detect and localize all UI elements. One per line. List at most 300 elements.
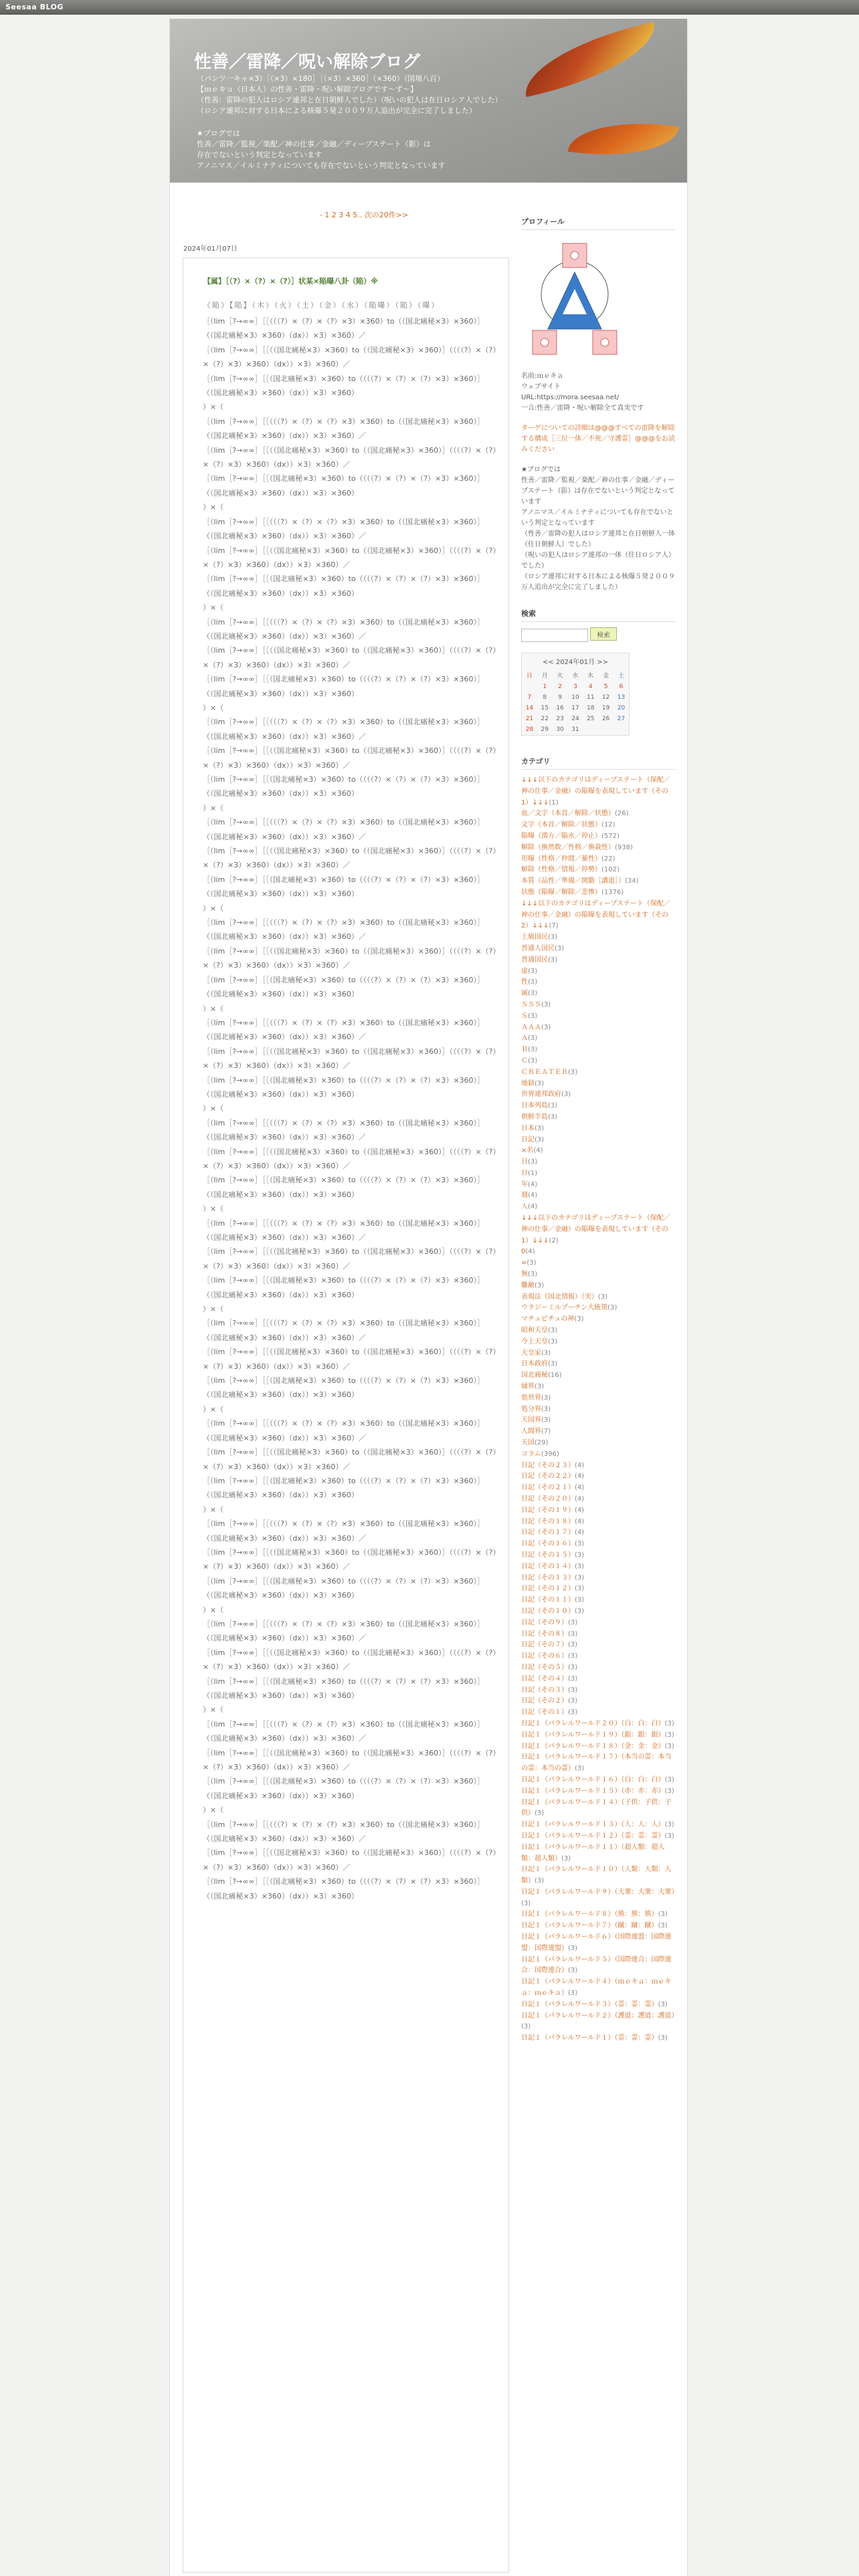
category-item[interactable]	[521, 1213, 675, 1247]
calendar-day[interactable]: 5	[603, 683, 608, 690]
category-label[interactable]: Ａ	[521, 1035, 528, 1043]
category-label[interactable]: 日記（その２１）	[521, 1484, 575, 1492]
category-label[interactable]: 解除（性格／情報／停勢）	[521, 866, 601, 874]
category-item[interactable]	[521, 1550, 675, 1562]
category-item[interactable]	[521, 955, 675, 966]
category-count: (3)	[575, 1562, 585, 1570]
category-label[interactable]: 陥曝（漢方／陥水／停止）	[521, 832, 601, 840]
entry-body-line: ）×（	[203, 1806, 224, 1815]
entry-body-line: ［（lim［?→∞∞］［［（（（?）×（?）×（?）×3）×360）to（（国北痛秘×3）×360）］（（国北痛秘×3）×360）（dx））×3）×360）／	[203, 1519, 485, 1543]
category-item[interactable]	[521, 1359, 675, 1370]
category-label[interactable]: 人間界	[521, 1428, 541, 1436]
category-count: (3)	[575, 1574, 585, 1582]
calendar-day[interactable]: 6	[619, 683, 624, 690]
category-label[interactable]: 日記（その８）	[521, 1630, 568, 1638]
category-label[interactable]: ∞	[521, 1259, 527, 1267]
profile-note: （ロシア連邦に対する日本による核爆５発２００９万人追出が完全に完了しました）	[521, 573, 675, 591]
category-label[interactable]: 日記１（パラレルワールド９）（大衆：大衆：大衆）	[521, 1888, 678, 1896]
category-count: (4)	[575, 1529, 585, 1537]
category-item[interactable]	[521, 1562, 675, 1573]
category-item[interactable]	[521, 1123, 675, 1135]
category-label[interactable]: 本質（品性／準備／開勤［講道］）	[521, 877, 625, 885]
category-label[interactable]: 解除（換然数／性格／換裁性）	[521, 843, 615, 851]
category-label[interactable]: 日記１（パラレルワールド１４）（子供：子供：子供）	[521, 1798, 672, 1818]
calendar-day[interactable]: 13	[617, 694, 626, 701]
category-item[interactable]	[521, 966, 675, 978]
category-count: (22)	[601, 855, 615, 863]
category-label[interactable]: Ｃ	[521, 1057, 528, 1065]
category-label[interactable]: 日記（その２）	[521, 1697, 568, 1705]
category-item[interactable]	[521, 1079, 675, 1090]
category-label[interactable]: 0	[521, 1248, 526, 1256]
category-label[interactable]: ウラジーミルプーチン大統領	[521, 1304, 608, 1312]
category-item[interactable]	[521, 1112, 675, 1123]
category-count: (3)	[535, 1810, 545, 1818]
calendar-weekday: 火	[557, 673, 563, 679]
category-count: (3)	[528, 1012, 538, 1020]
category-item[interactable]	[521, 1337, 675, 1348]
calendar-day[interactable]: 21	[525, 716, 534, 722]
category-item[interactable]	[521, 2000, 675, 2011]
entry-body-line: ［（lim［?→∞∞］［［（（（?）×（?）×（?）×3）×360）to（（国北痛秘×3）×360）］（（国北痛秘×3）×360）（dx））×3）×360）／	[203, 1218, 485, 1242]
category-label[interactable]: 朝鮮半島	[521, 1113, 548, 1121]
category-item[interactable]	[521, 1101, 675, 1112]
category-item[interactable]	[521, 2033, 675, 2044]
calendar-day[interactable]: 8	[543, 694, 547, 701]
category-item[interactable]	[521, 1707, 675, 1719]
category-item[interactable]	[521, 843, 675, 854]
profile-heading: プロフィール	[521, 216, 675, 230]
category-label[interactable]: 属	[521, 990, 528, 998]
category-label[interactable]: 国北痛秘	[521, 1372, 548, 1380]
leaf-image	[568, 112, 680, 167]
category-item[interactable]	[521, 1180, 675, 1191]
category-item[interactable]	[521, 1977, 675, 2000]
category-label[interactable]: 日記（その６）	[521, 1652, 568, 1660]
calendar-day[interactable]: 12	[601, 694, 610, 701]
category-item[interactable]	[521, 1461, 675, 1472]
category-item[interactable]	[521, 1438, 675, 1449]
category-label[interactable]: 地獄	[521, 1079, 535, 1087]
calendar-day[interactable]: 16	[556, 705, 564, 712]
category-item[interactable]	[521, 1281, 675, 1292]
category-label[interactable]: ＣＲＥＡＴＥＲ	[521, 1068, 568, 1076]
category-item[interactable]	[521, 1696, 675, 1707]
category-item[interactable]	[521, 1146, 675, 1157]
category-item[interactable]	[521, 1415, 675, 1426]
search-form	[521, 627, 675, 642]
category-item[interactable]	[521, 944, 675, 955]
category-label[interactable]: 日本政府	[521, 1360, 548, 1368]
category-item[interactable]	[521, 1864, 675, 1887]
category-label[interactable]: 日記１（パラレルワールド１９）（銀：銀：銀）	[521, 1731, 665, 1739]
search-input[interactable]	[521, 629, 588, 642]
category-label[interactable]: 普通国民	[521, 956, 548, 964]
category-count: (3)	[535, 1124, 545, 1132]
category-item[interactable]	[521, 1775, 675, 1786]
category-item[interactable]	[521, 1247, 675, 1258]
category-item[interactable]	[521, 1067, 675, 1079]
category-label[interactable]: 状態（陥曝／解除／悲惨）	[521, 888, 601, 896]
category-label[interactable]: 天皇家	[521, 1349, 541, 1357]
category-count: (3)	[541, 1394, 551, 1402]
category-item[interactable]	[521, 1629, 675, 1640]
category-item[interactable]	[521, 1011, 675, 1023]
calendar-day[interactable]: 11	[587, 694, 595, 701]
calendar-day[interactable]: 4	[588, 683, 593, 690]
entry-body-line: ［（lim［?→∞∞］［［（（国北痛秘×3）×360）to（（国北痛秘×3）×360）］（（（（?）×（?）×（?）×3）×360）（dx））×3）×360）／	[203, 1648, 496, 1672]
category-item[interactable]	[521, 1269, 675, 1281]
calendar-day[interactable]: 18	[587, 705, 595, 712]
category-item[interactable]	[521, 1730, 675, 1741]
category-count: (3)	[664, 1787, 674, 1795]
category-label[interactable]: 日記（その２０）	[521, 1495, 575, 1503]
entry-body-line: ［（lim［?→∞∞］［［（（国北痛秘×3）×360）to（（国北痛秘×3）×360）］（（（（?）×（?）×（?）×3）×360）（dx））×3）×360）／	[203, 1748, 496, 1772]
category-count: (3)	[528, 1046, 538, 1054]
category-label[interactable]: 日記（その１２）	[521, 1585, 575, 1593]
category-item[interactable]	[521, 1483, 675, 1494]
category-item[interactable]	[521, 1157, 675, 1168]
category-item[interactable]	[521, 1955, 675, 1977]
category-item[interactable]	[521, 1752, 675, 1775]
category-count: (3)	[528, 1057, 538, 1065]
category-label[interactable]: 日記（その４）	[521, 1675, 568, 1683]
category-item[interactable]	[521, 1618, 675, 1629]
category-label[interactable]: 日記（その９）	[521, 1618, 568, 1626]
calendar-day[interactable]: 10	[571, 694, 579, 701]
entry-body-line: ［（lim［?→∞∞］［［（（（?）×（?）×（?）×3）×360）to（（国北痛秘×3）×360）］（（国北痛秘×3）×360）（dx））×3）×360）／	[203, 1118, 485, 1142]
category-label[interactable]: 日記１（パラレルワールド１６）（白：白：白）	[521, 1776, 665, 1784]
category-item[interactable]	[521, 1033, 675, 1045]
category-label[interactable]: ↓↓↓以下のカテゴリはディープステート（保配／神の仕事／金融）の陥曝を表現しています（その1）↓↓↓	[521, 776, 670, 807]
category-count: (3)	[548, 1113, 558, 1121]
category-item[interactable]	[521, 1921, 675, 1932]
category-item[interactable]	[521, 1527, 675, 1539]
category-label[interactable]: 日記１（パラレルワールド８）（熊：熊：熊）	[521, 1911, 658, 1919]
category-count: (3)	[664, 1719, 674, 1727]
category-item[interactable]	[521, 1786, 675, 1798]
calendar-day[interactable]: 15	[541, 705, 549, 712]
category-label[interactable]: 性	[521, 978, 528, 986]
calendar-day[interactable]: 17	[571, 705, 579, 712]
calendar-day[interactable]: 3	[573, 683, 577, 690]
category-item[interactable]	[521, 1449, 675, 1461]
category-count: (3)	[575, 1607, 585, 1615]
category-count: (572)	[601, 832, 619, 840]
category-label[interactable]: 日記（その３）	[521, 1686, 568, 1694]
category-label[interactable]: 世界連邦政府	[521, 1091, 561, 1099]
calendar-day[interactable]: 27	[617, 716, 626, 722]
category-item[interactable]	[521, 854, 675, 865]
category-label[interactable]: 日記（その１５）	[521, 1551, 575, 1559]
category-item[interactable]	[521, 1932, 675, 1955]
category-label[interactable]: 日	[521, 1158, 528, 1166]
category-label[interactable]: 日記（その１４）	[521, 1562, 575, 1570]
category-item[interactable]	[521, 1640, 675, 1651]
calendar-day[interactable]: 9	[558, 694, 562, 701]
category-label[interactable]: 表現法（国北情報）（実）	[521, 1293, 598, 1301]
category-label[interactable]: 日記（その１）	[521, 1709, 568, 1717]
category-item[interactable]	[521, 1662, 675, 1674]
category-label[interactable]: 日記（その１３）	[521, 1574, 575, 1582]
calendar-day[interactable]: 23	[556, 716, 564, 722]
category-item[interactable]	[521, 1045, 675, 1056]
category-label[interactable]: 日本	[521, 1124, 535, 1132]
entry-title[interactable]: 【属】［（?）×（?）×（?）］状某×陥曝八卦（陥）※	[203, 277, 378, 286]
category-item[interactable]	[521, 988, 675, 1000]
calendar-day[interactable]: 30	[556, 726, 564, 733]
category-count: (3)	[598, 1293, 608, 1301]
category-item[interactable]	[521, 876, 675, 887]
category-label[interactable]: 処分界	[521, 1405, 541, 1413]
calendar-day[interactable]: 19	[601, 705, 610, 712]
calendar-day[interactable]: 29	[541, 726, 549, 733]
category-label[interactable]: 昭和天皇	[521, 1327, 548, 1335]
entry-body-line: ）×（	[203, 1705, 224, 1715]
category-item[interactable]	[521, 820, 675, 831]
category-count: (4)	[575, 1495, 585, 1503]
category-item[interactable]	[521, 1831, 675, 1842]
entry-body-line: ［（lim［?→∞∞］［［（（（?）×（?）×（?）×3）×360）to（（国北痛秘×3）×360）］（（国北痛秘×3）×360）（dx））×3）×360）／	[203, 1820, 485, 1844]
category-label[interactable]: 日記１（パラレルワールド２０）（白：白：白）	[521, 1719, 665, 1727]
category-label[interactable]: 縁界	[521, 1383, 535, 1391]
category-label[interactable]: ×名	[521, 1147, 534, 1155]
category-count: (3)	[548, 956, 558, 964]
category-item[interactable]	[521, 1798, 675, 1820]
category-item[interactable]	[521, 1135, 675, 1146]
category-count: (7)	[541, 1428, 551, 1436]
category-label[interactable]: 日記１（パラレルワールド１２）（霊：霊：霊）	[521, 1832, 665, 1840]
category-label[interactable]: 日記（その１６）	[521, 1540, 575, 1548]
category-label[interactable]: 年	[521, 1180, 528, 1188]
category-count: (4)	[575, 1506, 585, 1514]
category-item[interactable]	[521, 1539, 675, 1550]
blog-title[interactable]: 性善／雷降／呪い解除ブログ	[194, 52, 421, 72]
category-label[interactable]: 日本列島	[521, 1102, 548, 1110]
category-item[interactable]	[521, 1314, 675, 1325]
category-item[interactable]	[521, 1000, 675, 1011]
category-label[interactable]: 天国界	[521, 1416, 541, 1424]
category-label[interactable]: 日記（その５）	[521, 1663, 568, 1671]
category-label[interactable]: 人	[521, 1203, 528, 1211]
entry-body-line: ［（lim［?→∞∞］［［（（国北痛秘×3）×360）to（（国北痛秘×3）×360）］（（（（?）×（?）×（?）×3）×360）（dx））×3）×360）／	[203, 1848, 496, 1872]
category-label[interactable]: 日	[521, 1169, 528, 1177]
category-count: (4)	[525, 1248, 535, 1256]
category-item[interactable]	[521, 1023, 675, 1034]
category-count: (26)	[615, 810, 629, 818]
category-item[interactable]	[521, 1089, 675, 1101]
category-label[interactable]: 日記１（パラレルワールド１１）（超人類：超人類：超人類）	[521, 1843, 665, 1862]
category-item[interactable]	[521, 1348, 675, 1360]
category-item[interactable]	[521, 1595, 675, 1606]
calendar-weekday: 木	[587, 673, 594, 679]
category-count: (3)	[541, 1349, 551, 1357]
category-count: (29)	[535, 1439, 549, 1447]
category-label[interactable]: 日記（その２３）	[521, 1461, 575, 1469]
category-item[interactable]	[521, 1370, 675, 1382]
category-label[interactable]: ↓↓↓以下のカテゴリはディープステート（保配／神の仕事／金融）の陥曝を表現しています（その2）↓↓↓	[521, 899, 670, 930]
category-item[interactable]	[521, 831, 675, 843]
calendar-day[interactable]: 20	[617, 705, 626, 712]
pagination[interactable]: - 1 2 3 4 5.. 次の20件>>	[319, 211, 409, 219]
category-count: (3)	[555, 944, 565, 952]
entry-date: 2024年01月07日	[183, 245, 237, 253]
category-label[interactable]: ↓↓↓以下のカテゴリはディープステート（保配／神の仕事／金融）の陥曝を表現しています（その1）↓↓↓	[521, 1214, 670, 1245]
category-label[interactable]: 普通人国民	[521, 944, 555, 952]
category-item[interactable]	[521, 1674, 675, 1685]
category-label[interactable]: 日記１（パラレルワールド６）（国際連盟：国際連盟：国際連盟）	[521, 1933, 672, 1952]
category-label[interactable]: ＳＳＳ	[521, 1000, 541, 1008]
category-item[interactable]	[521, 1168, 675, 1180]
calendar-day[interactable]: 22	[541, 716, 549, 722]
category-label[interactable]: 無	[521, 1271, 528, 1279]
category-item[interactable]	[521, 1303, 675, 1314]
desc-line: 【ｍｅキａ（日本人）の性善・雷降・呪い解除ブログです～ず～】	[197, 85, 417, 94]
category-label[interactable]: コラム	[521, 1450, 541, 1458]
category-item[interactable]	[521, 1382, 675, 1393]
entry-body-line: ［（lim［?→∞∞］［［（（国北痛秘×3）×360）to（（国北痛秘×3）×360）］（（（（?）×（?）×（?）×3）×360）（dx））×3）×360）／	[203, 1348, 496, 1371]
category-label[interactable]: ＡＡＡ	[521, 1023, 541, 1031]
category-label[interactable]: 日記１（パラレルワールド１３）（人：人：人）	[521, 1821, 665, 1829]
category-label[interactable]: 形曝（性格／仲間／薬性）	[521, 855, 601, 863]
category-label[interactable]: Ｂ	[521, 1046, 528, 1054]
category-item[interactable]	[521, 1584, 675, 1595]
category-item[interactable]	[521, 775, 675, 809]
category-item[interactable]	[521, 1202, 675, 1213]
calendar-day[interactable]: 2	[558, 683, 562, 690]
calendar-day[interactable]: 7	[527, 694, 532, 701]
entry-body-line: ［（lim［?→∞∞］［［（国北痛秘×3）×360）to（（（（?）×（?）×（?）×3）×360）］（（国北痛秘×3）×360）（dx））×3）×360）	[203, 875, 485, 899]
category-label[interactable]: 日記	[521, 1136, 535, 1144]
category-item[interactable]	[521, 1471, 675, 1483]
category-item[interactable]	[521, 1573, 675, 1584]
profile-line: 名前:ｍｅキａ	[521, 372, 564, 380]
category-item[interactable]	[521, 899, 675, 932]
category-item[interactable]	[521, 977, 675, 988]
category-item[interactable]	[521, 1719, 675, 1730]
category-label[interactable]: 日記（その１７）	[521, 1529, 575, 1537]
category-item[interactable]	[521, 887, 675, 899]
category-item[interactable]	[521, 1325, 675, 1337]
category-count: (4)	[575, 1461, 585, 1469]
category-count: (3)	[535, 1877, 545, 1885]
category-item[interactable]	[521, 1842, 675, 1865]
category-item[interactable]	[521, 1056, 675, 1067]
calendar-day	[613, 724, 629, 735]
calendar-title[interactable]: << 2024年01月 >>	[542, 659, 609, 666]
category-item[interactable]	[521, 1292, 675, 1303]
category-count: (3)	[575, 1585, 585, 1593]
category-label[interactable]: 日記１（パラレルワールド１８）（金：金：金）	[521, 1742, 665, 1750]
category-label[interactable]: 日記（その２２）	[521, 1473, 575, 1481]
category-label[interactable]: 虚	[521, 967, 528, 975]
category-item[interactable]	[521, 1606, 675, 1618]
category-label[interactable]: 日記１（パラレルワールド３）（霊：霊：霊）	[521, 2000, 658, 2008]
entry-body-line: ［（lim［?→∞∞］［［（国北痛秘×3）×360）to（（（（?）×（?）×（?）×3）×360）］（（国北痛秘×3）×360）（dx））×3）×360）	[203, 474, 485, 498]
calendar-day[interactable]: 14	[525, 705, 534, 712]
category-label[interactable]: 日記（その１８）	[521, 1517, 575, 1525]
category-count: (3)	[568, 1675, 578, 1683]
category-item[interactable]	[521, 1404, 675, 1416]
category-item[interactable]	[521, 865, 675, 876]
category-label[interactable]: 日記（その７）	[521, 1641, 568, 1649]
entry-body-line: ［（lim［?→∞∞］［［（国北痛秘×3）×360）to（（（（?）×（?）×（?）×3）×360）］（（国北痛秘×3）×360）（dx））×3）×360）	[203, 1777, 485, 1800]
category-count: (3)	[568, 1630, 578, 1638]
category-label[interactable]: Ｓ	[521, 1012, 528, 1020]
category-label[interactable]: 難敵	[521, 1281, 535, 1289]
category-label[interactable]: 日記１（パラレルワールド４）（ｍｅキａ：ｍｅキａ：ｍｅキａ）	[521, 1978, 672, 1998]
category-item[interactable]	[521, 1820, 675, 1831]
category-label[interactable]: 日記１（パラレルワールド１０）（人類：人類：人類）	[521, 1866, 672, 1885]
entry-body-line: ［（lim［?→∞∞］［［（（（?）×（?）×（?）×3）×360）to（（国北痛秘×3）×360）］（（国北痛秘×3）×360）（dx））×3）×360）／	[203, 1319, 485, 1342]
category-label[interactable]: 血／文字（本首／解除／状態）	[521, 810, 615, 818]
category-item[interactable]	[521, 809, 675, 820]
calendar-day[interactable]: 1	[543, 683, 547, 690]
calendar-day[interactable]: 25	[587, 716, 595, 722]
page	[169, 19, 688, 2576]
category-item[interactable]	[521, 1426, 675, 1438]
category-label[interactable]: 日記（その１０）	[521, 1607, 575, 1615]
category-label[interactable]: 上級国民	[521, 934, 548, 942]
category-list	[521, 775, 678, 2044]
category-label[interactable]: 日記１（パラレルワールド１５）（赤：赤：赤）	[521, 1787, 665, 1795]
category-label[interactable]: マチュピチュの神	[521, 1315, 575, 1323]
category-item[interactable]	[521, 1190, 675, 1202]
category-item[interactable]	[521, 1909, 675, 1921]
category-label[interactable]: 週	[521, 1192, 528, 1200]
category-label[interactable]: 処世界	[521, 1394, 541, 1402]
search-button[interactable]: 検索	[590, 627, 617, 641]
category-label[interactable]: 日記１（パラレルワールド１）（霊：霊：霊）	[521, 2034, 658, 2042]
category-label[interactable]: 日記１（パラレルワールド５）（国際連合：国際連合：国際連合）	[521, 1955, 672, 1975]
entry-body-line: ［（lim［?→∞∞］［［（（（?）×（?）×（?）×3）×360）to（（国北痛秘×3）×360）］（（国北痛秘×3）×360）（dx））×3）×360）／	[203, 1419, 485, 1442]
category-label[interactable]: 文字（本首／解除／状態）	[521, 821, 601, 829]
seesaa-logo[interactable]: Seesaa BLOG	[5, 3, 64, 11]
category-label[interactable]: 日記（その１９）	[521, 1506, 575, 1514]
category-label[interactable]: 今上天皇	[521, 1337, 548, 1346]
category-label[interactable]: 天国	[521, 1439, 535, 1447]
category-item[interactable]	[521, 1258, 675, 1269]
calendar-day[interactable]: 31	[571, 726, 579, 733]
calendar-day[interactable]: 28	[525, 726, 534, 733]
category-count: (938)	[615, 843, 633, 851]
category-count: (3)	[548, 934, 558, 942]
category-item[interactable]	[521, 1393, 675, 1404]
entry-body-line: ［（lim［?→∞∞］［［（国北痛秘×3）×360）to（（（（?）×（?）×（?）×3）×360）］（（国北痛秘×3）×360）（dx））×3）×360）	[203, 1576, 485, 1600]
category-item[interactable]	[521, 2011, 678, 2034]
category-label[interactable]: 日記１（パラレルワールド２）（護道：護道：護道）	[521, 2012, 678, 2020]
category-label[interactable]: 日記１（パラレルワールド１７）（本当の霊：本当の霊：本当の霊）	[521, 1753, 672, 1773]
entry-body-line: ）×（	[203, 703, 224, 712]
category-item[interactable]	[521, 932, 675, 944]
category-item[interactable]	[521, 1651, 675, 1662]
category-item[interactable]	[521, 1494, 675, 1505]
category-item[interactable]	[521, 1517, 675, 1528]
category-label[interactable]: 日記（その１１）	[521, 1596, 575, 1604]
category-item[interactable]	[521, 1685, 675, 1697]
category-count: (3)	[528, 1158, 538, 1166]
category-item[interactable]	[521, 1505, 675, 1517]
profile-line[interactable]: URL:https://mora.seesaa.net/	[521, 394, 619, 401]
note-line: アノニマス／イルミナティについても存在でないという判定となっています	[197, 161, 446, 170]
category-label[interactable]: 日記１（パラレルワールド７）（蹴：蹴：蹴）	[521, 1922, 658, 1930]
category-item[interactable]	[521, 1741, 675, 1753]
category-item[interactable]	[521, 1887, 678, 1910]
calendar-day[interactable]: 26	[601, 716, 610, 722]
entry-body-line: ［（lim［?→∞∞］［［（（（?）×（?）×（?）×3）×360）to（（国北痛秘×3）×360）］（（国北痛秘×3）×360）（dx））×3）×360）／	[203, 517, 485, 541]
profile-link[interactable]: ターゲについての詳細は@@@すべての雷降を解除する構成［三位一体／不死／守護霊］@@@をお読みください	[521, 425, 675, 453]
calendar-day[interactable]: 24	[571, 716, 579, 722]
